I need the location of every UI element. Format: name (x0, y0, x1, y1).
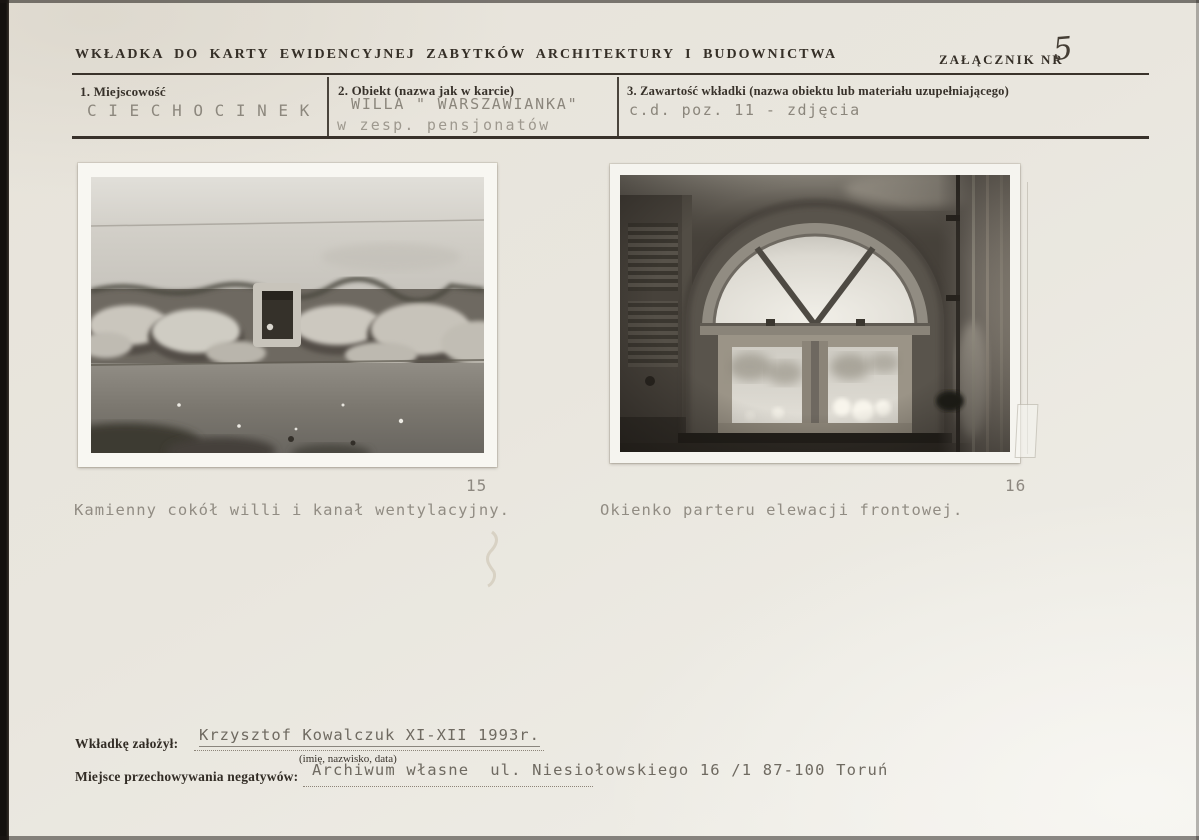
founder-value: Krzysztof Kowalczuk XI-XII 1993r. (199, 726, 540, 747)
founder-label: Wkładkę założył: (75, 736, 179, 751)
founder-hint: (imię, nazwisko, data) (299, 753, 397, 765)
field-miejscowosc-value: C I E C H O C I N E K (87, 101, 311, 120)
negatives-label: Miejsce przechowywania negatywów: (75, 769, 299, 784)
photo-16-number: 16 (1005, 476, 1027, 495)
photo-15-stone-plinth (78, 163, 497, 467)
page-title: WKŁADKA DO KARTY EWIDENCYJNEJ ZABYTKÓW ARCHITEKTURY I BUDOWNICTWA (75, 47, 838, 62)
photo-15-image (91, 177, 484, 453)
scan-edge-bottom (0, 836, 1199, 840)
field-obiekt-label: 2. Obiekt (nazwa jak w karcie) (338, 83, 515, 98)
paper-crease-mark (1015, 404, 1039, 458)
photo-16-arched-window (610, 164, 1020, 463)
field-zawartosc-value: c.d. poz. 11 - zdjęcia (629, 101, 861, 119)
field-obiekt-value-line1: WILLA " WARSZAWIANKA" (351, 95, 579, 113)
attachment-number-handwritten: 5 (1051, 30, 1075, 68)
photo-15-caption: Kamienny cokół willi i kanał wentylacyjny. (74, 501, 511, 519)
photo-15-number: 15 (466, 476, 488, 495)
scan-edge-left (0, 0, 9, 840)
attachment-label: ZAŁĄCZNIK NR (939, 52, 1064, 67)
table-divider-1 (327, 77, 329, 136)
scan-edge-top (0, 0, 1199, 3)
table-bottom-rule (72, 136, 1149, 139)
field-zawartosc-label: 3. Zawartość wkładki (nazwa obiektu lub materiału uzupełniającego) (627, 84, 1009, 98)
founder-dotted-line (194, 750, 544, 751)
photo-16-image (620, 175, 1010, 452)
table-divider-2 (617, 77, 619, 136)
negatives-value: Archiwum własne ul. Niesiołowskiego 16 /1 87-100 Toruń (312, 761, 889, 779)
header-rule (72, 73, 1149, 75)
field-miejscowosc-label: 1. Miejscowość (80, 84, 166, 99)
photo-16-caption: Okienko parteru elewacji frontowej. (600, 501, 964, 519)
ink-stain (470, 528, 518, 590)
field-obiekt-value-line2: w zesp. pensjonatów (337, 116, 551, 134)
negatives-dotted-line (303, 786, 593, 787)
